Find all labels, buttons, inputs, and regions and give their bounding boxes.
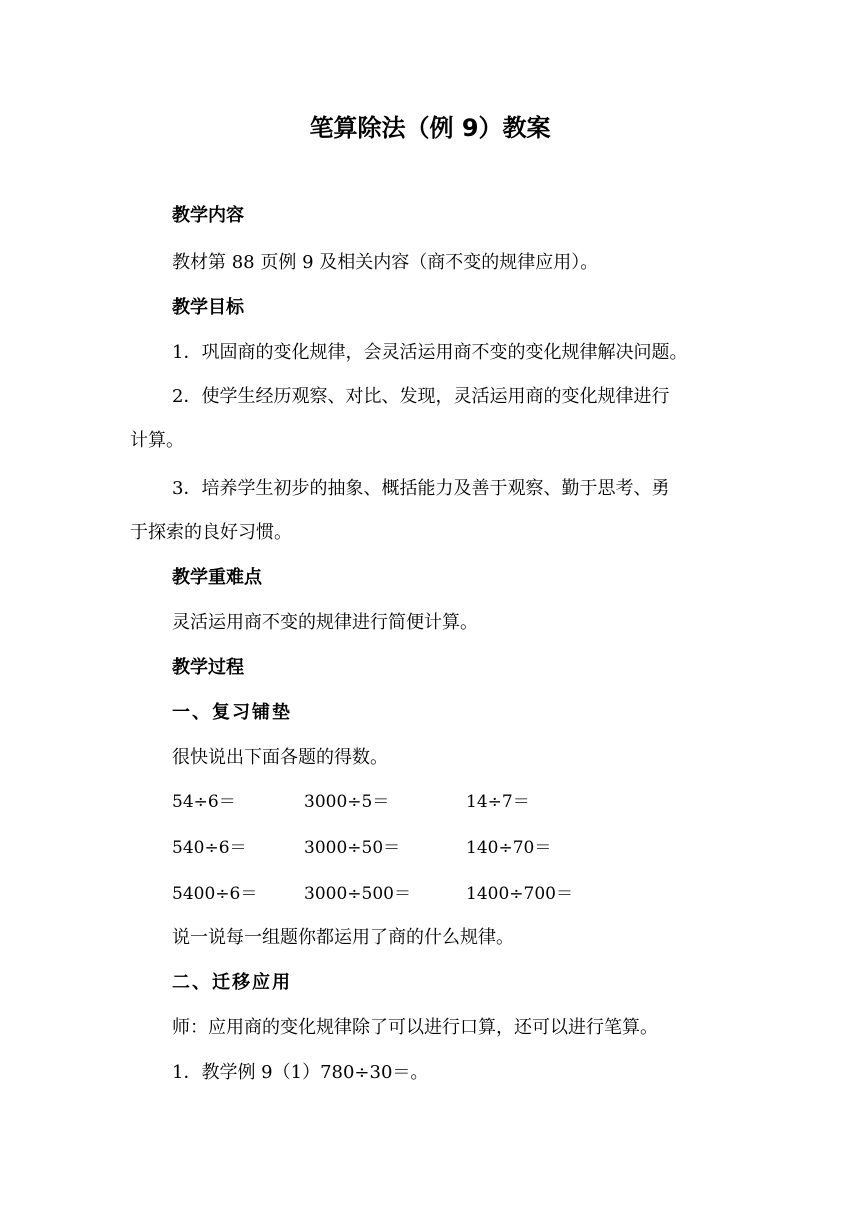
goal-2-line-1: 2．使学生经历观察、对比、发现，灵活运用商的变化规律进行	[172, 386, 670, 407]
section-2-teacher: 师：应用商的变化规律除了可以进行口算，还可以进行笔算。	[172, 1017, 658, 1038]
calc-item: 3000÷50＝	[304, 838, 401, 858]
calc-row-1	[172, 780, 732, 824]
key-heading: 教学重难点	[172, 567, 262, 588]
calc-item: 1400÷700＝	[466, 884, 573, 904]
section-1-heading: 一、复习铺垫	[172, 702, 292, 723]
goal-1: 1．巩固商的变化规律，会灵活运用商不变的变化规律解决问题。	[172, 342, 688, 363]
calc-item: 14÷7＝	[466, 792, 530, 812]
goal-3-line-1: 3．培养学生初步的抽象、概括能力及善于观察、勤于思考、勇	[172, 478, 670, 499]
content-text: 教材第 88 页例 9 及相关内容（商不变的规律应用）。	[172, 252, 599, 273]
calc-item: 540÷6＝	[172, 838, 247, 858]
calc-item: 54÷6＝	[172, 792, 236, 812]
calc-item: 3000÷5＝	[304, 792, 390, 812]
section-1-prompt: 很快说出下面各题的得数。	[172, 747, 388, 768]
calc-row-2	[172, 826, 732, 870]
goals-heading: 教学目标	[172, 297, 244, 318]
calc-row-3	[172, 872, 732, 916]
goal-2-line-2: 计算。	[130, 430, 184, 451]
section-1-question: 说一说每一组题你都运用了商的什么规律。	[172, 927, 514, 948]
page-title: 笔算除法（例 9）教案	[309, 114, 551, 142]
key-text: 灵活运用商不变的规律进行简便计算。	[172, 612, 478, 633]
section-2-item-1: 1．教学例 9（1）780÷30＝。	[172, 1062, 429, 1083]
goal-3-line-2: 于探索的良好习惯。	[130, 522, 292, 543]
calc-item: 5400÷6＝	[172, 884, 258, 904]
process-heading: 教学过程	[172, 657, 244, 678]
content-heading: 教学内容	[172, 205, 244, 226]
section-2-heading: 二、迁移应用	[172, 972, 292, 993]
calc-item: 140÷70＝	[466, 838, 552, 858]
calc-item: 3000÷500＝	[304, 884, 411, 904]
